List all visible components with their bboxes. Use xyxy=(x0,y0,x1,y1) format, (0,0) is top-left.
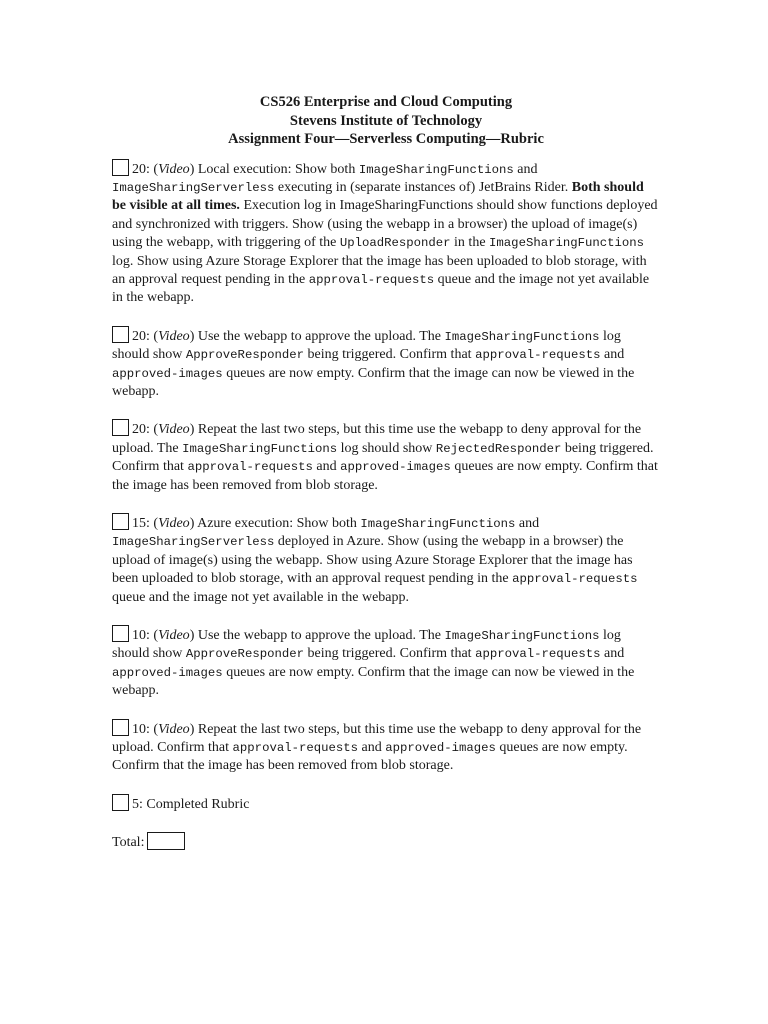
assignment-title: Assignment Four—Serverless Computing—Rubric xyxy=(228,131,544,147)
total-label: Total: xyxy=(112,835,145,851)
total-score-box[interactable] xyxy=(147,832,185,850)
rubric-item-local-deny: 20: (Video) Repeat the last two steps, but this time use the webapp to deny approval for the upload. The ImageSharingFunctions log should show RejectedResponder being triggered. Confirm that approval-requests and approved-images queues are now empty. Confirm that the image has been removed from blob storage. xyxy=(112,419,660,495)
rubric-item-completed: 5: Completed Rubric xyxy=(112,794,660,814)
rubric-checkbox[interactable] xyxy=(112,326,129,343)
rubric-item-azure-deny: 10: (Video) Repeat the last two steps, but this time use the webapp to deny approval for the upload. Confirm that approval-requests and approved-images queues are now empty. Confirm that the image has been removed from blob storage. xyxy=(112,719,660,776)
rubric-item-azure-approve: 10: (Video) Use the webapp to approve the upload. The ImageSharingFunctions log should show ApproveResponder being triggered. Confirm that approval-requests and approved-images queues are now empty. Confirm that the image can now be viewed in the webapp. xyxy=(112,625,660,701)
institution-name: Stevens Institute of Technology xyxy=(289,112,483,129)
rubric-page xyxy=(112,93,660,853)
rubric-checkbox[interactable] xyxy=(112,419,129,436)
rubric-item-local-approve: 20: (Video) Use the webapp to approve the upload. The ImageSharingFunctions log should show ApproveResponder being triggered. Confirm that approval-requests and approved-images queues are now empty. Confirm that the image can now be viewed in the webapp. xyxy=(112,326,660,402)
rubric-checkbox[interactable] xyxy=(112,625,129,642)
document-header xyxy=(112,93,660,149)
rubric-checkbox[interactable] xyxy=(112,513,129,530)
rubric-checkbox[interactable] xyxy=(112,159,129,176)
rubric-item-local-execution: 20: (Video) Local execution: Show both ImageSharingFunctions and ImageSharingServerless executing in (separate instances of) JetBrains Rider. Both should be visible at all times. Execution log in ImageSharingFunctions should show functions deployed and synchronized with triggers. Show (using the webapp in a browser) the upload of image(s) using the webapp, with triggering of the UploadResponder in the ImageSharingFunctions log. Show using Azure Storage Explorer that the image has been uploaded to blob storage, with an approval request pending in the approval-requests queue and the image not yet available in the webapp. xyxy=(112,159,660,308)
rubric-item-azure-execution: 15: (Video) Azure execution: Show both ImageSharingFunctions and ImageSharingServerless deployed in Azure. Show (using the webapp in a browser) the upload of image(s) using the webapp. Show using Azure Storage Explorer that the image has been uploaded to blob storage, with an approval request pending in the approval-requests queue and the image not yet available in the webapp. xyxy=(112,513,660,607)
rubric-checkbox[interactable] xyxy=(112,719,129,736)
course-title: CS526 Enterprise and Cloud Computing xyxy=(259,94,513,110)
total-row xyxy=(112,832,660,853)
rubric-checkbox[interactable] xyxy=(112,794,129,811)
